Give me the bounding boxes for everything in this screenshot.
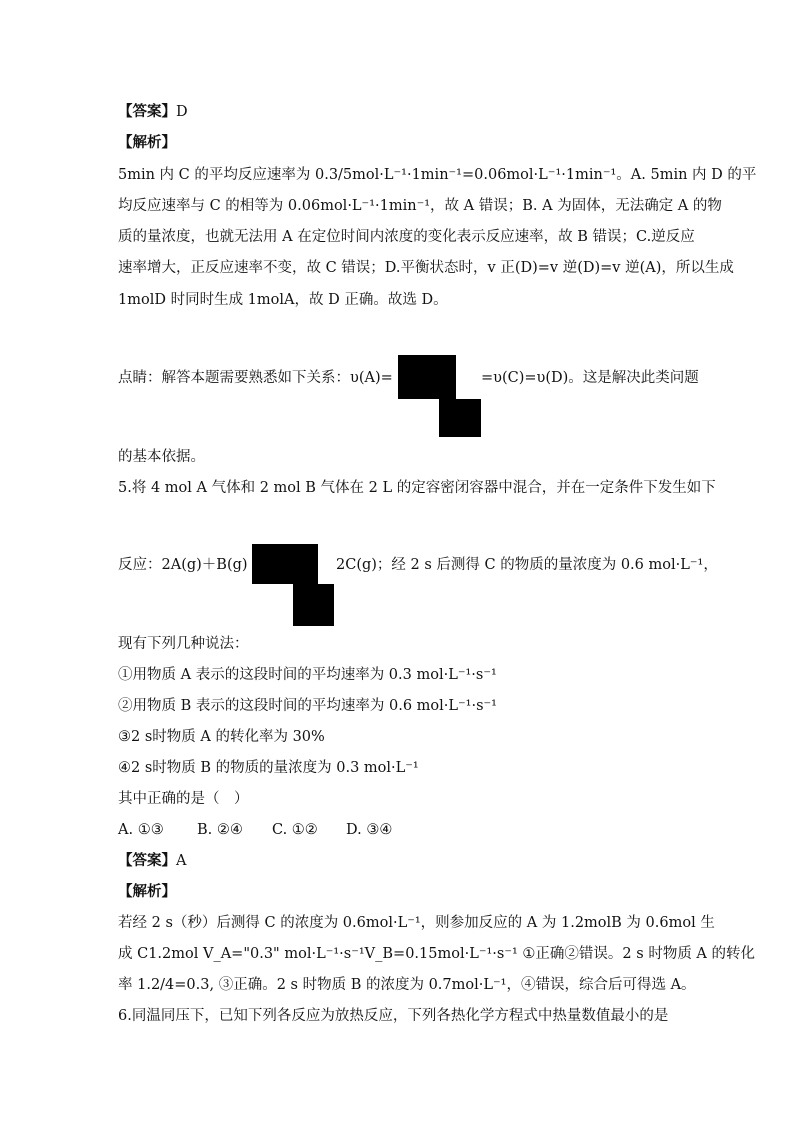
redacted-formula-block: [398, 355, 456, 399]
q5-analysis-line: 率 1.2/4=0.3, ③正确。2 s 时物质 B 的浓度为 0.7mol·L⁻¹，④错误，综合后可得选 A。: [118, 977, 696, 993]
q4-analysis-line: 质的量浓度，也就无法用 A 在定位时间内浓度的变化表示反应速率，故 B 错误；C.逆反应: [118, 229, 695, 245]
option-d: D. ③④: [346, 822, 393, 838]
q5-intro: 现有下列几种说法：: [118, 636, 249, 652]
q5-question: 其中正确的是（ ）: [118, 791, 249, 807]
q5-statement: ①用物质 A 表示的这段时间的平均速率为 0.3 mol·L⁻¹·s⁻¹: [118, 667, 497, 683]
q4-tip-suffix: =υ(C)=υ(D)。这是解决此类问题: [481, 370, 699, 386]
option-b: B. ②④: [197, 822, 243, 838]
option-c: C. ①②: [272, 822, 318, 838]
q5-statement: ③2 s时物质 A 的转化率为 30%: [118, 729, 325, 745]
q5-analysis-line: 若经 2 s（秒）后测得 C 的浓度为 0.6mol·L⁻¹，则参加反应的 A 为 1.2molB 为 0.6mol 生: [118, 915, 715, 931]
answer-label: 【答案】: [118, 852, 176, 869]
q4-analysis-label: 【解析】: [118, 134, 176, 151]
q4-analysis-line: 1molD 时同时生成 1molA，故 D 正确。故选 D。: [118, 292, 448, 308]
q4-tip-prefix: 点睛：解答本题需要熟悉如下关系：υ(A)=: [118, 370, 393, 386]
q4-analysis-line: 速率增大，正反应速率不变，故 C 错误；D.平衡状态时，v 正(D)=v 逆(D)=v 逆(A)，所以生成: [118, 260, 734, 276]
redacted-arrow-block: [252, 544, 318, 584]
q5-statement: ④2 s时物质 B 的物质的量浓度为 0.3 mol·L⁻¹: [118, 760, 419, 776]
answer-label: 【答案】: [118, 103, 176, 120]
q4-tip-end: 的基本依据。: [118, 449, 205, 465]
q6-stem: 6.同温同压下，已知下列各反应为放热反应，下列各热化学方程式中热量数值最小的是: [118, 1008, 669, 1024]
q5-reaction-prefix: 反应：2A(g)＋B(g): [118, 557, 248, 573]
q5-answer: [118, 851, 186, 871]
q5-reaction-suffix: 2C(g)；经 2 s 后测得 C 的物质的量浓度为 0.6 mol·L⁻¹，: [336, 557, 718, 573]
q4-analysis-line: 均反应速率与 C 的相等为 0.06mol·L⁻¹·1min⁻¹，故 A 错误；B. A 为固体，无法确定 A 的物: [118, 198, 722, 214]
option-a: A. ①③: [118, 822, 164, 838]
answer-value: D: [176, 104, 188, 120]
q5-stem: 5.将 4 mol A 气体和 2 mol B 气体在 2 L 的定容密闭容器中混合，并在一定条件下发生如下: [118, 480, 716, 496]
q5-analysis-label: 【解析】: [118, 883, 176, 900]
q4-answer: [118, 102, 188, 122]
answer-value: A: [176, 853, 187, 869]
q5-statement: ②用物质 B 表示的这段时间的平均速率为 0.6 mol·L⁻¹·s⁻¹: [118, 698, 497, 714]
q5-analysis-line: 成 C1.2mol V_A="0.3" mol·L⁻¹·s⁻¹V_B=0.15mol·L⁻¹·s⁻¹ ①正确②错误。2 s 时物质 A 的转化: [118, 946, 756, 962]
redacted-arrow-block: [293, 584, 334, 626]
redacted-formula-block: [439, 399, 481, 437]
q4-analysis-line: 5min 内 C 的平均反应速率为 0.3/5mol·L⁻¹·1min⁻¹=0.06mol·L⁻¹·1min⁻¹。A. 5min 内 D 的平: [118, 167, 757, 183]
